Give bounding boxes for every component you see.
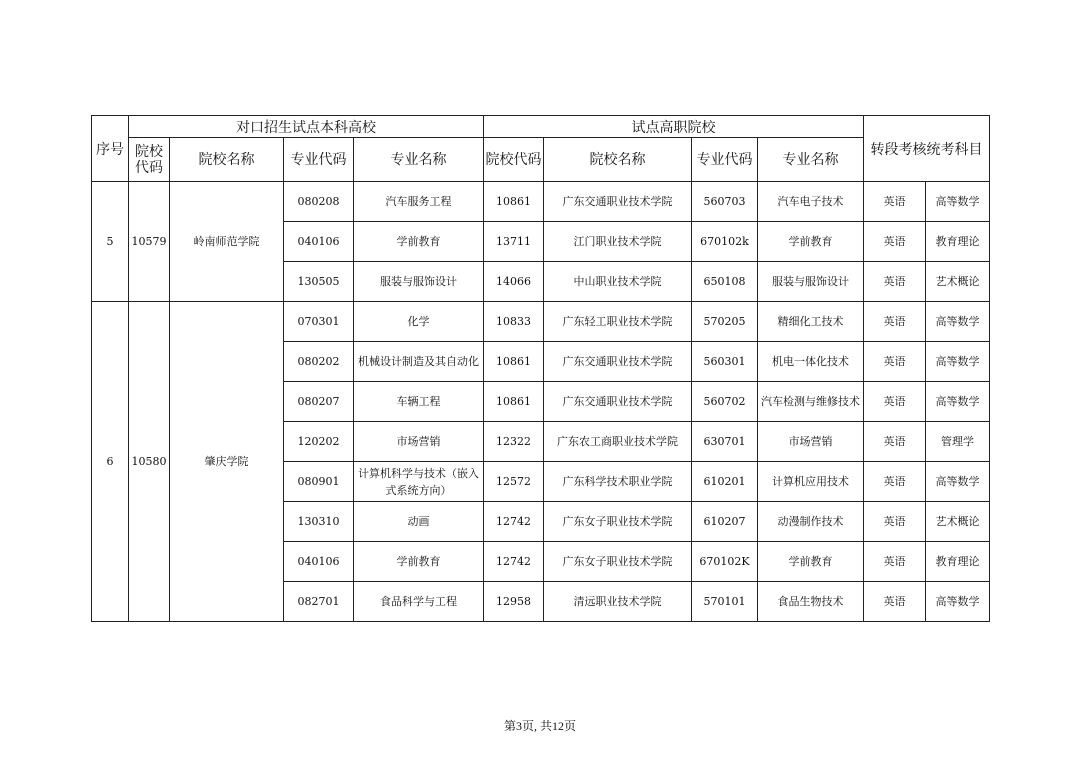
subject-2-cell: 高等数学 xyxy=(926,382,990,422)
major-code-cell: 080208 xyxy=(284,182,354,222)
voc-major-name-cell: 计算机应用技术 xyxy=(758,462,864,502)
major-name-cell: 机械设计制造及其自动化 xyxy=(354,342,484,382)
voc-major-name-cell: 食品生物技术 xyxy=(758,582,864,622)
header-voc-major-name: 专业名称 xyxy=(758,138,864,182)
voc-code-cell: 12742 xyxy=(484,542,544,582)
major-code-cell: 080901 xyxy=(284,462,354,502)
major-name-cell: 食品科学与工程 xyxy=(354,582,484,622)
major-name-cell: 市场营销 xyxy=(354,422,484,462)
voc-code-cell: 10861 xyxy=(484,342,544,382)
subject-2-cell: 高等数学 xyxy=(926,302,990,342)
voc-code-cell: 10833 xyxy=(484,302,544,342)
header-seq: 序号 xyxy=(92,116,129,182)
subject-1-cell: 英语 xyxy=(864,422,926,462)
subject-2-cell: 高等数学 xyxy=(926,342,990,382)
major-name-cell: 车辆工程 xyxy=(354,382,484,422)
subject-1-cell: 英语 xyxy=(864,342,926,382)
major-code-cell: 130505 xyxy=(284,262,354,302)
table-row xyxy=(92,182,990,222)
voc-major-code-cell: 630701 xyxy=(692,422,758,462)
major-code-cell: 120202 xyxy=(284,422,354,462)
voc-code-cell: 12322 xyxy=(484,422,544,462)
voc-major-name-cell: 汽车电子技术 xyxy=(758,182,864,222)
major-code-cell: 080207 xyxy=(284,382,354,422)
voc-major-code-cell: 650108 xyxy=(692,262,758,302)
major-name-cell: 汽车服务工程 xyxy=(354,182,484,222)
subject-2-cell: 高等数学 xyxy=(926,462,990,502)
voc-name-cell: 广东交通职业技术学院 xyxy=(544,382,692,422)
voc-major-code-cell: 570101 xyxy=(692,582,758,622)
header-major-code: 专业代码 xyxy=(284,138,354,182)
subject-1-cell: 英语 xyxy=(864,222,926,262)
major-name-cell: 学前教育 xyxy=(354,222,484,262)
voc-code-cell: 12572 xyxy=(484,462,544,502)
major-name-cell: 学前教育 xyxy=(354,542,484,582)
voc-name-cell: 清远职业技术学院 xyxy=(544,582,692,622)
uni-code-cell: 10579 xyxy=(129,182,170,302)
subject-2-cell: 艺术概论 xyxy=(926,262,990,302)
voc-major-code-cell: 560703 xyxy=(692,182,758,222)
uni-name-cell: 肇庆学院 xyxy=(170,302,284,622)
subject-2-cell: 管理学 xyxy=(926,422,990,462)
subject-1-cell: 英语 xyxy=(864,502,926,542)
voc-major-code-cell: 560702 xyxy=(692,382,758,422)
subject-1-cell: 英语 xyxy=(864,262,926,302)
header-voc-major-code: 专业代码 xyxy=(692,138,758,182)
seq-cell: 5 xyxy=(92,182,129,302)
uni-name-cell: 岭南师范学院 xyxy=(170,182,284,302)
header-uni-code: 院校代码 xyxy=(129,138,170,182)
voc-major-name-cell: 精细化工技术 xyxy=(758,302,864,342)
uni-code-cell: 10580 xyxy=(129,302,170,622)
voc-code-cell: 14066 xyxy=(484,262,544,302)
header-uni-name: 院校名称 xyxy=(170,138,284,182)
major-name-cell: 化学 xyxy=(354,302,484,342)
header-voc-code: 院校代码 xyxy=(484,138,544,182)
major-code-cell: 040106 xyxy=(284,542,354,582)
table-row xyxy=(92,302,990,342)
header-voc-name: 院校名称 xyxy=(544,138,692,182)
major-name-cell: 动画 xyxy=(354,502,484,542)
page-number: 第3页, 共12页 xyxy=(503,719,576,733)
table-body xyxy=(92,182,990,622)
voc-code-cell: 10861 xyxy=(484,182,544,222)
major-name-cell: 服装与服饰设计 xyxy=(354,262,484,302)
voc-major-name-cell: 服装与服饰设计 xyxy=(758,262,864,302)
voc-name-cell: 中山职业技术学院 xyxy=(544,262,692,302)
voc-code-cell: 12958 xyxy=(484,582,544,622)
voc-major-code-cell: 670102K xyxy=(692,542,758,582)
major-code-cell: 080202 xyxy=(284,342,354,382)
voc-name-cell: 广东交通职业技术学院 xyxy=(544,182,692,222)
voc-code-cell: 12742 xyxy=(484,502,544,542)
subject-2-cell: 高等数学 xyxy=(926,582,990,622)
subject-1-cell: 英语 xyxy=(864,542,926,582)
major-code-cell: 082701 xyxy=(284,582,354,622)
subject-1-cell: 英语 xyxy=(864,462,926,502)
voc-code-cell: 13711 xyxy=(484,222,544,262)
subject-1-cell: 英语 xyxy=(864,582,926,622)
enrollment-table xyxy=(91,115,990,622)
voc-major-name-cell: 机电一体化技术 xyxy=(758,342,864,382)
voc-name-cell: 广东女子职业技术学院 xyxy=(544,502,692,542)
header-exam-subjects: 转段考核统考科目 xyxy=(864,116,990,182)
voc-name-cell: 江门职业技术学院 xyxy=(544,222,692,262)
subject-1-cell: 英语 xyxy=(864,302,926,342)
major-code-cell: 130310 xyxy=(284,502,354,542)
subject-2-cell: 教育理论 xyxy=(926,542,990,582)
major-name-cell: 计算机科学与技术（嵌入式系统方向） xyxy=(354,462,484,502)
seq-cell: 6 xyxy=(92,302,129,622)
header-vocational-group: 试点高职院校 xyxy=(484,116,864,138)
subject-1-cell: 英语 xyxy=(864,182,926,222)
voc-code-cell: 10861 xyxy=(484,382,544,422)
subject-1-cell: 英语 xyxy=(864,382,926,422)
voc-major-code-cell: 670102k xyxy=(692,222,758,262)
subject-2-cell: 高等数学 xyxy=(926,182,990,222)
voc-major-code-cell: 610201 xyxy=(692,462,758,502)
header-undergrad-group: 对口招生试点本科高校 xyxy=(129,116,484,138)
voc-major-code-cell: 610207 xyxy=(692,502,758,542)
voc-name-cell: 广东轻工职业技术学院 xyxy=(544,302,692,342)
header-major-name: 专业名称 xyxy=(354,138,484,182)
voc-major-code-cell: 560301 xyxy=(692,342,758,382)
voc-name-cell: 广东科学技术职业学院 xyxy=(544,462,692,502)
voc-name-cell: 广东交通职业技术学院 xyxy=(544,342,692,382)
voc-major-name-cell: 学前教育 xyxy=(758,222,864,262)
voc-major-name-cell: 市场营销 xyxy=(758,422,864,462)
major-code-cell: 070301 xyxy=(284,302,354,342)
voc-major-name-cell: 学前教育 xyxy=(758,542,864,582)
voc-major-code-cell: 570205 xyxy=(692,302,758,342)
voc-name-cell: 广东农工商职业技术学院 xyxy=(544,422,692,462)
subject-2-cell: 教育理论 xyxy=(926,222,990,262)
voc-name-cell: 广东女子职业技术学院 xyxy=(544,542,692,582)
major-code-cell: 040106 xyxy=(284,222,354,262)
voc-major-name-cell: 动漫制作技术 xyxy=(758,502,864,542)
voc-major-name-cell: 汽车检测与维修技术 xyxy=(758,382,864,422)
subject-2-cell: 艺术概论 xyxy=(926,502,990,542)
